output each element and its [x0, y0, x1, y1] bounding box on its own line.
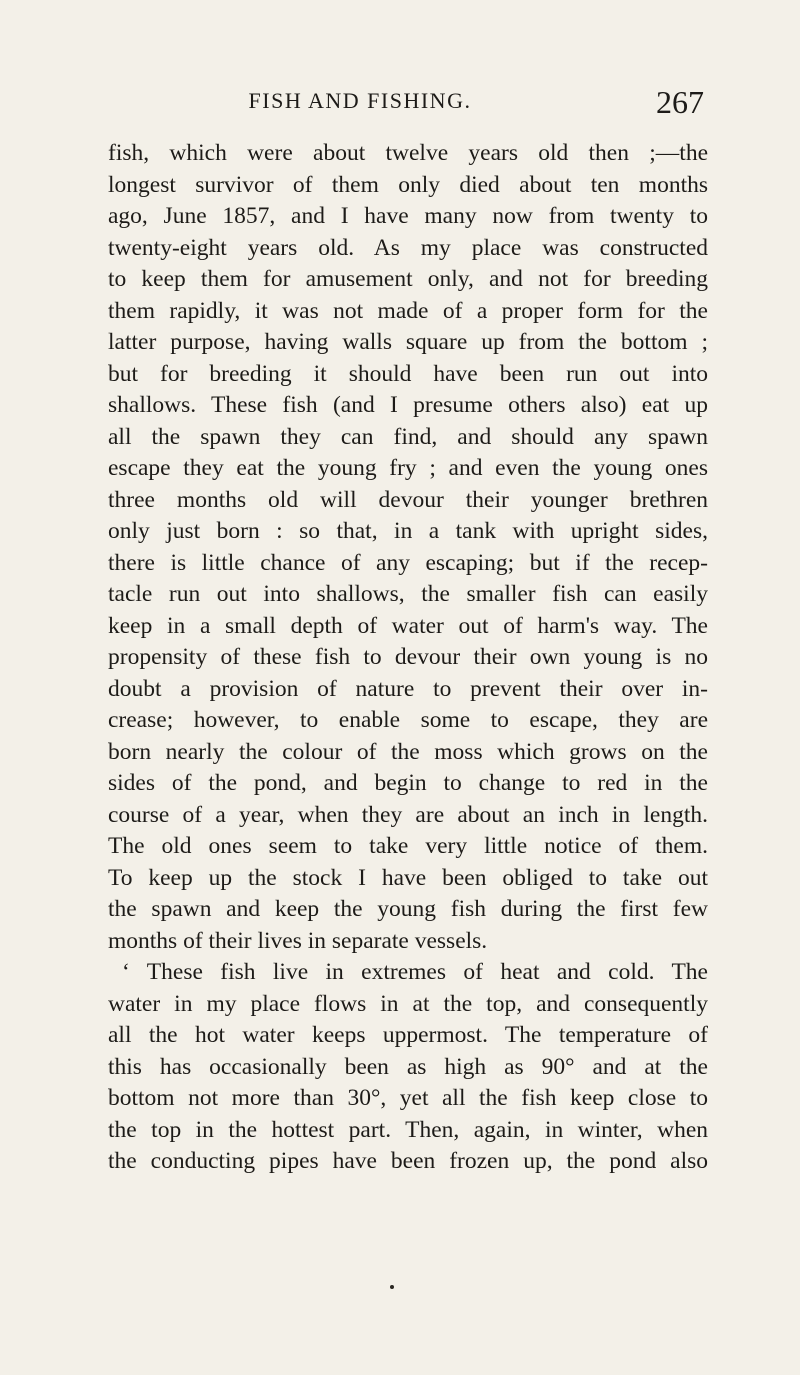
text-line: twenty-eight years old. As my place was constructed — [108, 234, 708, 261]
text-line: propensity of these fish to devour their own young is no — [108, 644, 708, 670]
text-line: doubt a provision of nature to prevent their over in- — [108, 675, 708, 702]
text-line: the spawn and keep the young fish during the first few — [108, 896, 708, 922]
text-line: water in my place flows in at the top, and consequently — [108, 990, 708, 1017]
text-line: this has occasionally been as high as 90° and at the — [108, 1053, 708, 1080]
running-title: FISH AND FISHING. — [248, 88, 472, 113]
text-line: The old ones seem to take very little notice of them. — [108, 833, 708, 859]
text-line: there is little chance of any escaping; but if the recep- — [108, 549, 708, 576]
text-line: longest survivor of them only died about ten months — [108, 171, 708, 198]
text-line: three months old will devour their younger brethren — [108, 486, 708, 513]
page-number: 267 — [656, 84, 704, 120]
text-line: latter purpose, having walls square up from the bottom ; — [108, 329, 708, 355]
text-line: shallows. These fish (and I presume others also) eat up — [108, 392, 708, 418]
text-line: ago, June 1857, and I have many now from twenty to — [108, 203, 708, 229]
text-line: the conducting pipes have been frozen up, the pond also — [108, 1148, 708, 1174]
text-line: To keep up the stock I have been obliged to take out — [108, 864, 708, 891]
text-line: born nearly the colour of the moss which grows on the — [108, 738, 708, 765]
text-line: the top in the hottest part. Then, again, in winter, when — [108, 1116, 708, 1143]
text-line: sides of the pond, and begin to change to red in the — [108, 770, 708, 796]
text-line: tacle run out into shallows, the smaller fish can easily — [108, 581, 708, 607]
text-line: all the spawn they can find, and should any spawn — [108, 423, 708, 450]
text-line: them rapidly, it was not made of a proper form for the — [108, 297, 708, 324]
text-line: only just born : so that, in a tank with upright sides, — [108, 518, 708, 544]
text-line: course of a year, when they are about an inch in length. — [108, 801, 708, 828]
text-line: all the hot water keeps uppermost. The temperature of — [108, 1022, 708, 1048]
text-line: to keep them for amusement only, and not for breeding — [108, 266, 708, 292]
text-line: bottom not more than 30°, yet all the fish keep close to — [108, 1085, 708, 1111]
paragraph-start-line: ‘ These fish live in extremes of heat and cold. The — [122, 959, 708, 985]
text-line: crease; however, to enable some to escape, they are — [108, 707, 708, 733]
paragraph-end-line: months of their lives in separate vessels. — [108, 927, 488, 954]
body-text — [108, 138, 708, 1178]
text-line: but for breeding it should have been run out into — [108, 360, 708, 387]
text-line: fish, which were about twelve years old then ;—the — [108, 140, 708, 166]
text-line: escape they eat the young fry ; and even the young ones — [108, 455, 708, 481]
print-mark — [390, 1285, 394, 1289]
running-head — [0, 84, 800, 120]
text-line: keep in a small depth of water out of harm's way. The — [108, 612, 708, 639]
